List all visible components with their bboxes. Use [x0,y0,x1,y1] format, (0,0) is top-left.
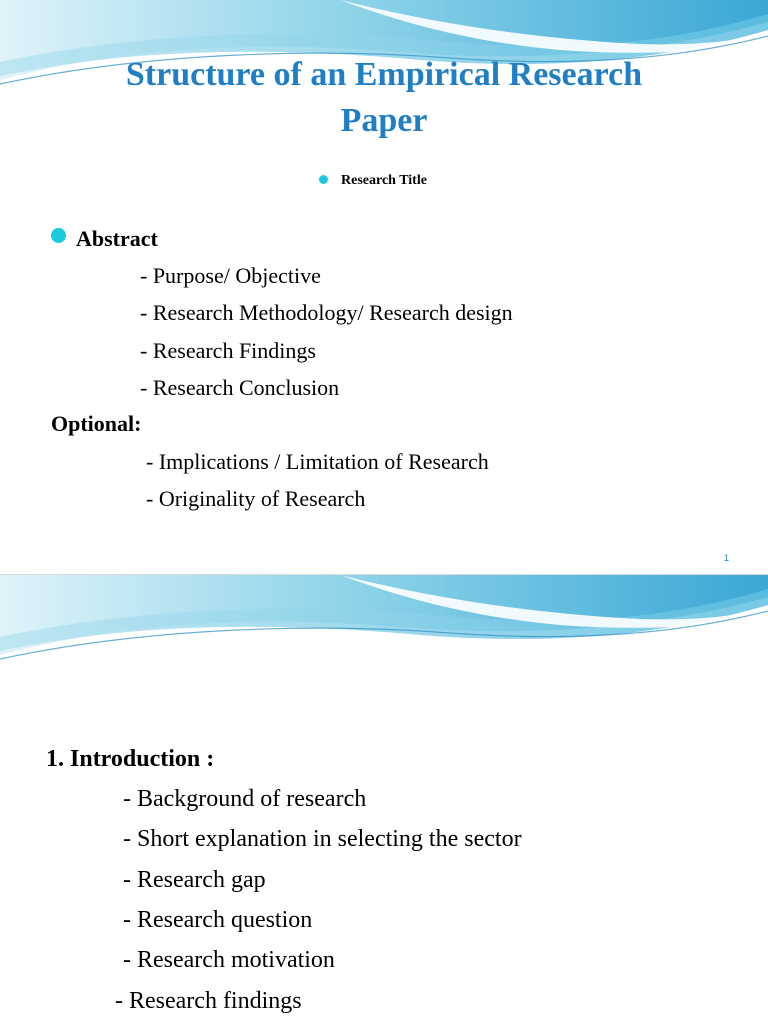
introduction-item: - Research motivation [123,947,335,973]
abstract-heading: Abstract [76,226,158,251]
bullet-icon [319,175,328,184]
abstract-item: - Purpose/ Objective [140,263,321,288]
abstract-item: - Research Conclusion [140,375,340,400]
bullet-icon [51,228,66,243]
page-number: 1 [724,553,730,563]
abstract-item: - Research Findings [140,338,316,363]
introduction-item: - Short explanation in selecting the sector [123,826,522,852]
introduction-item: - Background of research [123,786,367,812]
slide-title-line-1: Structure of an Empirical Research [125,56,643,93]
header-wave-decoration [0,575,768,665]
optional-heading: Optional: [51,411,142,436]
introduction-item: - Research question [123,907,313,933]
introduction-item: - Research findings [115,988,302,1014]
introduction-heading: 1. Introduction : [46,746,215,772]
slide-2 [0,575,768,1024]
optional-item: - Implications / Limitation of Research [146,449,489,474]
abstract-item: - Research Methodology/ Research design [140,300,513,325]
optional-item: - Originality of Research [146,486,366,511]
research-title-label: Research Title [341,173,427,188]
slide-title-line-2: Paper [340,102,428,139]
introduction-item: - Research gap [123,867,266,893]
